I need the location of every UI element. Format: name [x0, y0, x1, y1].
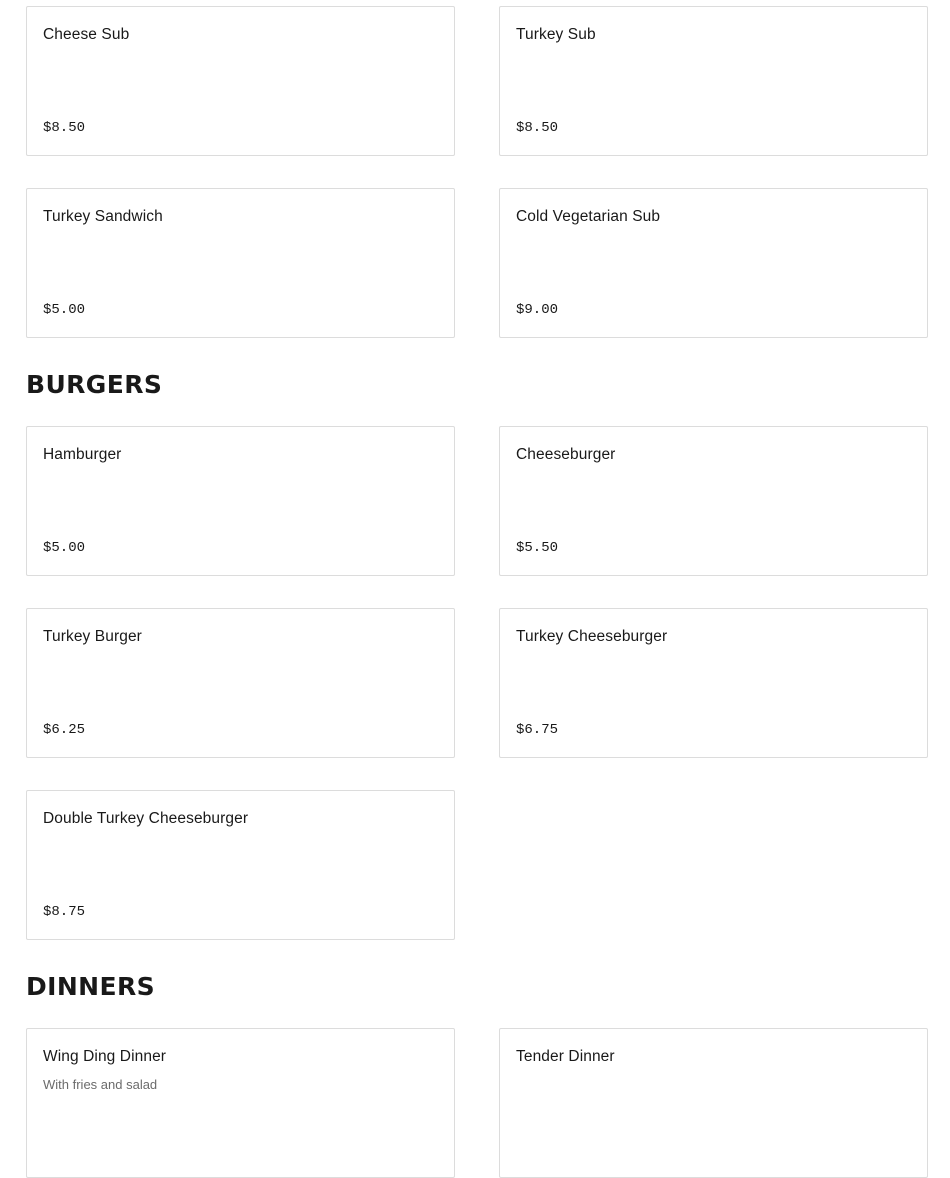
menu-item-name: Tender Dinner: [516, 1048, 615, 1065]
menu-item-card[interactable]: [499, 426, 928, 576]
menu-item-name: Hamburger: [43, 446, 122, 463]
menu-item-card[interactable]: [499, 6, 928, 156]
menu-item-card[interactable]: [26, 6, 455, 156]
menu-item-card[interactable]: [26, 1028, 455, 1178]
menu-item-price: $5.00: [43, 302, 86, 318]
menu-item-price: $8.50: [43, 120, 86, 136]
menu-item-price: $8.75: [43, 904, 86, 920]
menu-item-name: Cheeseburger: [516, 446, 616, 463]
menu-item-name: Double Turkey Cheeseburger: [43, 810, 249, 827]
menu-item-price: $9.00: [516, 302, 559, 318]
section-title-dinners: DINNERS: [26, 972, 156, 1001]
menu-item-name: Cheese Sub: [43, 26, 130, 43]
menu-item-card[interactable]: [26, 790, 455, 940]
menu-item-description: With fries and salad: [43, 1077, 158, 1092]
menu-item-price: $5.50: [516, 540, 559, 556]
menu-item-name: Turkey Cheeseburger: [516, 628, 668, 645]
menu-item-name: Turkey Sub: [516, 26, 596, 43]
menu-item-name: Turkey Sandwich: [43, 208, 163, 225]
menu-item-price: $6.75: [516, 722, 559, 738]
menu-item-name: Cold Vegetarian Sub: [516, 208, 661, 225]
menu-item-card[interactable]: [26, 188, 455, 338]
menu-item-card[interactable]: [26, 608, 455, 758]
menu-item-card[interactable]: [26, 426, 455, 576]
menu-item-name: Wing Ding Dinner: [43, 1048, 167, 1065]
menu-item-card[interactable]: [499, 188, 928, 338]
menu-item-price: $6.25: [43, 722, 86, 738]
menu-item-name: Turkey Burger: [43, 628, 142, 645]
menu-item-card[interactable]: [499, 608, 928, 758]
section-title-burgers: BURGERS: [26, 370, 163, 399]
menu-item-price: $8.50: [516, 120, 559, 136]
menu-item-price: $5.00: [43, 540, 86, 556]
menu-item-card[interactable]: [499, 1028, 928, 1178]
